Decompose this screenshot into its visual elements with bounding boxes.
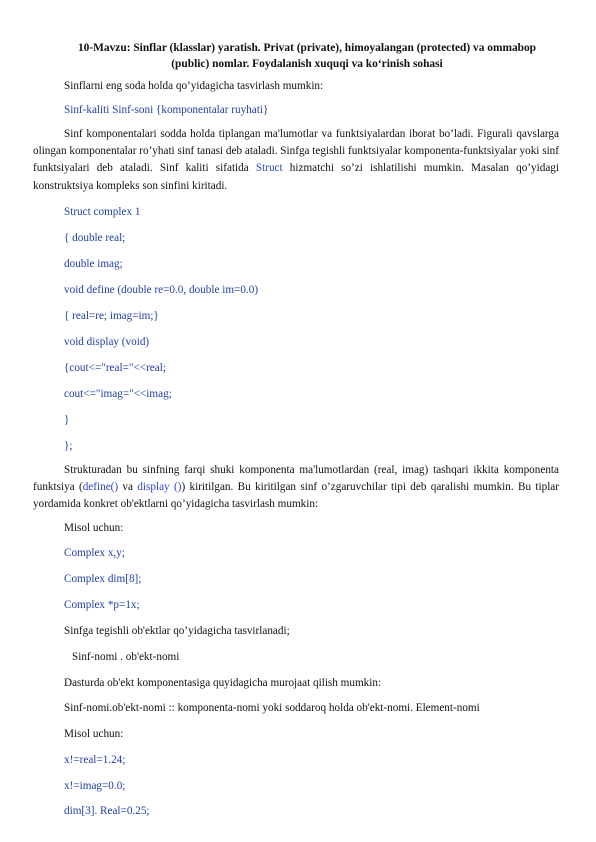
access-syntax: Sinf-nomi.ob'ekt-nomi :: komponenta-nomi yoki soddaroq holda ob'ekt-nomi. Element-nomi <box>64 702 480 714</box>
page-title <box>40 40 574 72</box>
code-line: Complex dim[8]; <box>64 573 142 585</box>
para2-text-a: Strukturadan bu sinfning farqi shuki komponenta ma'lumotlardan (real, imag) tashqari ikkita komponenta funktsiya ( <box>33 464 559 494</box>
code-line: double imag; <box>64 258 123 270</box>
access-description: Dasturda ob'ekt komponentasiga quyidagicha murojaat qilish mumkin: <box>64 677 382 689</box>
code-line: } <box>64 414 70 426</box>
title-line-1: 10-Mavzu: Sinflar (klasslar) yaratish. Privat (private), himoyalangan (protected) va ommabop <box>77 42 537 54</box>
code-line: {cout<="real="<<real; <box>64 362 166 374</box>
define-keyword: define() <box>82 481 119 494</box>
para2-text-c: ) kiritilgan. Bu kiritilgan sinf o’zgaruvchilar tipi deb qaralishi mumkin. Bu tiplar yordamida konkret ob'ektlarni qo’yidagicha tasvirlash mumkin: <box>33 481 559 511</box>
code-line: dim[3]. Real=0.25; <box>64 805 150 817</box>
code-line: Complex *p=1x; <box>64 599 140 611</box>
object-syntax: Sinf-nomi . ob'ekt-nomi <box>72 651 180 663</box>
intro-text: Sinflarni eng soda holda qo’yidagicha tasvirlash mumkin: <box>64 80 324 92</box>
code-line: x!=real=1.24; <box>64 754 126 766</box>
code-line: x!=imag=0.0; <box>64 780 126 792</box>
code-line: { double real; <box>64 232 126 244</box>
display-keyword: display () <box>137 481 182 494</box>
example-label: Misol uchun: <box>64 522 124 534</box>
object-description: Sinfga tegishli ob'ektlar qo’yidagicha tasvirlanadi; <box>64 625 290 637</box>
syntax-line: Sinf-kaliti Sinf-soni {komponentalar ruyhati} <box>64 104 269 116</box>
para1-text-a: Sinf komponentalari sodda holda tiplangan ma'lumotlar va funktsiyalardan iborat bo’ladi. Figurali qavslarga olingan komponentalar ro’yhati sinf tanasi deb ataladi. Sinfga tegishli funktsiyalar komponenta-funktsiyalar yoki sinf funktsiyalari deb ataladi. Sinf kaliti sifatida <box>33 128 559 175</box>
para2-text-b: va <box>118 481 138 494</box>
code-line: }; <box>64 440 73 452</box>
code-line: { real=re; imag=im;} <box>64 310 159 322</box>
code-line: Complex x,y; <box>64 547 125 559</box>
example-label: Misol uchun: <box>64 728 124 740</box>
title-line-2: (public) nomlar. Foydalanish xuquqi va ko‘rinish sohasi <box>171 58 443 70</box>
code-line: cout<="imag="<<imag; <box>64 388 172 400</box>
code-line: void display (void) <box>64 336 150 348</box>
code-line: Struct complex 1 <box>64 206 141 218</box>
struct-keyword: Struct <box>255 162 283 175</box>
paragraph-components <box>33 126 559 195</box>
para1-text-b: hizmatchi so’zi ishlatilishi mumkin. Masalan qo’yidagi konstruktsiya kompleks son sinfini kiritadi. <box>33 162 559 192</box>
code-line: void define (double re=0.0, double im=0.0) <box>64 284 259 296</box>
paragraph-struct-difference <box>33 462 559 514</box>
